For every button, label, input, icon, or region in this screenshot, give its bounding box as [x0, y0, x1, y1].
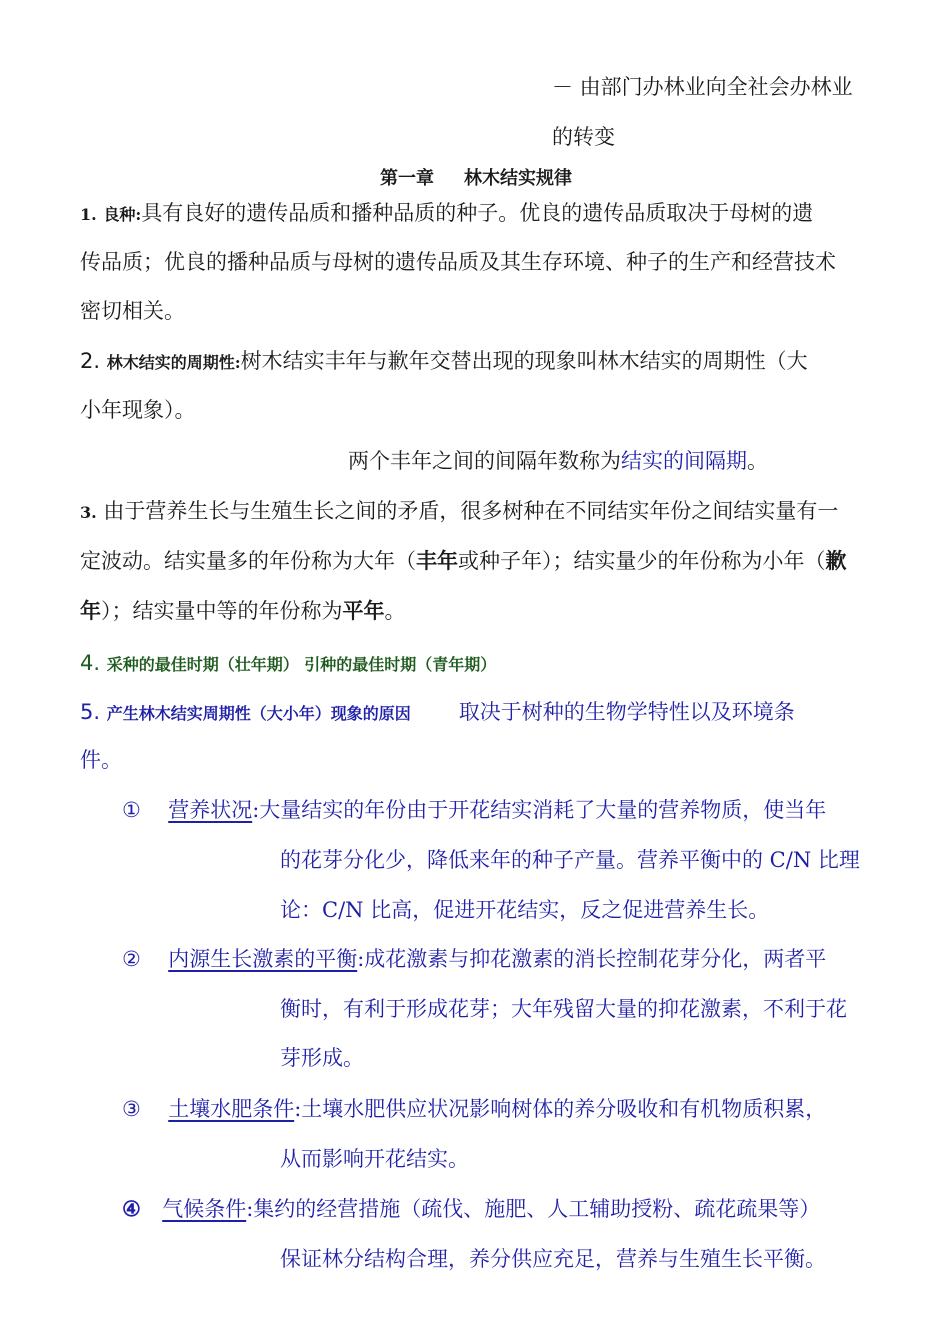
p5-line-1	[80, 697, 795, 729]
item-3-colon: :	[294, 1097, 302, 1121]
p3-text-1: 由于营养生长与生殖生长之间的矛盾，很多树种在不同结实年份之间结实量有一	[103, 499, 839, 523]
p2-text-3c: 。	[747, 449, 768, 473]
chapter-title	[380, 164, 572, 194]
chapter-name: 林木结实规律	[464, 168, 572, 189]
item-4-line-1	[122, 1194, 820, 1224]
p3-text-2c: 或种子年）；结实量少的年份称为小年（	[458, 549, 826, 573]
item-1-marker: ①	[122, 798, 141, 822]
item-4-colon: :	[246, 1197, 254, 1221]
p3-average-year: 平年	[342, 598, 385, 623]
p1-number: 1.	[80, 205, 97, 224]
p5-line-2: 件。	[80, 748, 122, 772]
item-3-marker: ③	[122, 1097, 141, 1121]
item-2-line-2: 衡时，有利于形成花芽；大年残留大量的抑花激素，不利于花	[280, 997, 847, 1021]
p5-number: 5.	[80, 700, 101, 724]
item-1-line-3: 论：C/N 比高，促进开花结实，反之促进营养生长。	[280, 898, 770, 922]
p3-text-3d: 。	[384, 599, 406, 623]
item-1-colon: :	[252, 798, 260, 822]
p2-text-3a: 两个丰年之间的间隔年数称为	[348, 449, 621, 473]
item-1-text-1: 大量结实的年份由于开花结实消耗了大量的营养物质，使当年	[259, 798, 827, 822]
item-3-line-2: 从而影响开花结实。	[280, 1147, 469, 1171]
p3-text-3b: ）；结实量中等的年份称为	[101, 599, 343, 623]
item-2-term: 内源生长激素的平衡	[168, 947, 358, 971]
p2-term: 林木结实的周期性:	[106, 353, 241, 372]
item-4-line-2: 保证林分结构合理，养分供应充足，营养与生殖生长平衡。	[280, 1247, 826, 1271]
item-2-marker: ②	[122, 947, 141, 971]
p2-text-1: 树木结实丰年与歉年交替出现的现象叫林木结实的周期性（大	[240, 349, 808, 373]
p3-bumper-year: 丰年	[416, 548, 458, 573]
p2-line-2: 小年现象）。	[80, 398, 196, 422]
p3-line-1	[80, 496, 838, 528]
p3-lean-year-1: 歉	[825, 548, 847, 573]
p4-line	[80, 648, 496, 680]
p1-line-3: 密切相关。	[80, 299, 185, 323]
item-2-text-1: 成花激素与抑花激素的消长控制花芽分化，两者平	[364, 947, 827, 971]
p2-line-1	[80, 346, 808, 378]
p3-line-3	[80, 596, 406, 626]
chapter-label: 第一章	[380, 168, 434, 189]
p1-text-1: 具有良好的遗传品质和播种品质的种子。优良的遗传品质取决于母树的遗	[141, 201, 814, 225]
p3-text-2a: 定波动。结实量多的年份称为大年（	[80, 549, 416, 573]
item-4-text-1: 集约的经营措施（疏伐、施肥、人工辅助授粉、疏花疏果等）	[253, 1197, 821, 1221]
p2-number: 2.	[80, 349, 101, 373]
item-3-text-1: 土壤水肥供应状况影响树体的养分吸收和有机物质积累，	[301, 1097, 827, 1121]
p4-number: 4.	[80, 651, 101, 675]
p3-line-2	[80, 546, 847, 576]
item-2-line-3: 芽形成。	[280, 1046, 364, 1070]
item-4-marker: ④	[122, 1196, 141, 1221]
item-1-line-1	[122, 795, 826, 825]
item-4-term: 气候条件	[162, 1197, 247, 1221]
item-3-line-1	[122, 1094, 826, 1124]
item-3-term: 土壤水肥条件	[168, 1097, 295, 1121]
header-line-1: － 由部门办林业向全社会办林业	[552, 75, 853, 99]
p5-term: 产生林木结实周期性（大小年）现象的原因	[106, 704, 411, 723]
header-line-2: 的转变	[552, 125, 615, 149]
p2-interval-term: 结实的间隔期	[621, 449, 747, 473]
item-2-line-1	[122, 944, 826, 974]
item-2-colon: :	[357, 947, 365, 971]
p3-number: 3.	[80, 503, 97, 522]
p2-line-3	[348, 446, 768, 476]
item-1-term: 营养状况	[168, 798, 253, 822]
p1-line-2: 传品质；优良的播种品质与母树的遗传品质及其生存环境、种子的生产和经营技术	[80, 250, 836, 274]
p1-line-1	[80, 198, 813, 230]
p4-text: 采种的最佳时期（壮年期） 引种的最佳时期（青年期）	[106, 655, 497, 674]
item-1-line-2: 的花芽分化少，降低来年的种子产量。营养平衡中的 C/N 比理	[280, 848, 860, 872]
p5-text-1: 取决于树种的生物学特性以及环境条	[458, 700, 795, 724]
p1-term: 良种:	[103, 205, 142, 224]
p3-lean-year-2: 年	[80, 598, 101, 623]
